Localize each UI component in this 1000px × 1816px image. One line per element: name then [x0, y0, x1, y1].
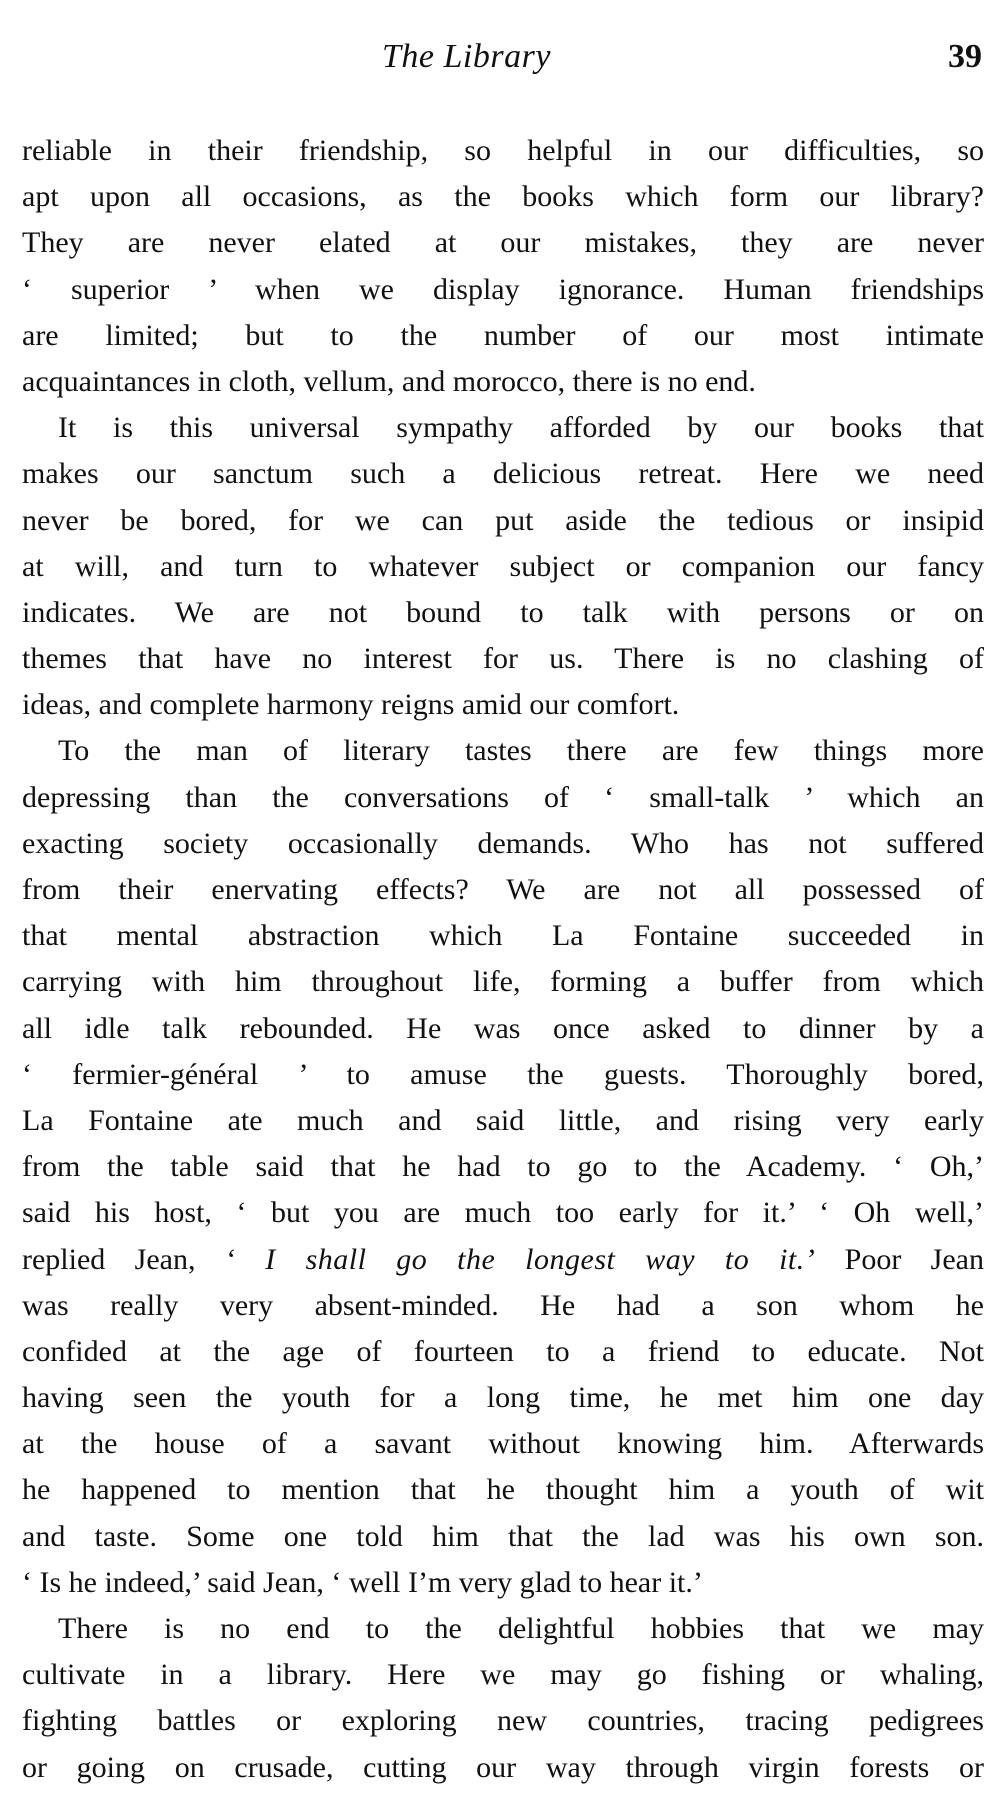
text-line: confided at the age of fourteen to a friend to educate. Not — [22, 1334, 984, 1368]
text-line: having seen the youth for a long time, he met him one day — [22, 1381, 984, 1415]
text-line: It is this universal sympathy afforded by our books that — [58, 411, 984, 445]
text-line: from their enervating effects? We are not all possessed of — [22, 873, 984, 906]
text-line: reliable in their friendship, so helpful in our difficulties, so — [22, 134, 984, 167]
text-line: ‘ Is he indeed,’ said Jean, ‘ well I’m very glad to hear it.’ — [22, 1565, 703, 1599]
page-number: 39 — [948, 38, 982, 75]
running-title: The Library — [382, 38, 551, 75]
text-line: and taste. Some one told him that the lad was his own son. — [22, 1519, 984, 1553]
text-line — [22, 1237, 984, 1283]
text-line: themes that have no interest for us. There is no clashing of — [22, 642, 984, 676]
text-line: at the house of a savant without knowing him. Afterwards — [22, 1427, 984, 1461]
text-line: said his host, ‘ but you are much too early for it.’ ‘ Oh well,’ — [22, 1196, 984, 1230]
text-line: from the table said that he had to go to the Academy. ‘ Oh,’ — [22, 1150, 984, 1184]
text-line: There is no end to the delightful hobbies that we may — [58, 1612, 984, 1645]
text-line: apt upon all occasions, as the books which form our library? — [22, 180, 984, 214]
text-line: To the man of literary tastes there are few things more — [58, 734, 984, 768]
text-line: are limited; but to the number of our most intimate — [22, 318, 984, 352]
text-line: at will, and turn to whatever subject or companion our fancy — [22, 549, 984, 583]
text-line: makes our sanctum such a delicious retreat. Here we need — [22, 457, 984, 491]
body-text — [22, 128, 984, 1791]
text-line: ‘ superior ’ when we display ignorance. Human friendships — [22, 272, 984, 306]
text-line: or going on crusade, cutting our way through virgin forests or — [22, 1750, 984, 1784]
text-line: never be bored, for we can put aside the tedious or insipid — [22, 503, 984, 537]
text-line: indicates. We are not bound to talk with persons or on — [22, 595, 984, 629]
text-line: carrying with him throughout life, forming a buffer from which — [22, 965, 984, 999]
italic-quote: ‘ I shall go the longest way to it.’ — [224, 1242, 816, 1276]
text-segment: Poor Jean — [815, 1242, 984, 1276]
text-line: ‘ fermier-général ’ to amuse the guests. Thoroughly bored, — [22, 1057, 984, 1091]
text-line: exacting society occasionally demands. Who has not suffered — [22, 826, 984, 860]
page-header — [0, 30, 1000, 90]
text-segment: replied Jean, — [22, 1242, 225, 1276]
text-line: cultivate in a library. Here we may go fishing or whaling, — [22, 1658, 984, 1692]
text-line: that mental abstraction which La Fontaine succeeded in — [22, 919, 984, 953]
text-line: La Fontaine ate much and said little, and rising very early — [22, 1103, 984, 1137]
text-line: ideas, and complete harmony reigns amid our comfort. — [22, 688, 680, 722]
text-line: he happened to mention that he thought him a youth of wit — [22, 1473, 984, 1507]
text-line: depressing than the conversations of ‘ small-talk ’ which an — [22, 780, 984, 814]
text-line: fighting battles or exploring new countries, tracing pedigrees — [22, 1704, 984, 1738]
text-line: all idle talk rebounded. He was once asked to dinner by a — [22, 1011, 984, 1045]
text-line: acquaintances in cloth, vellum, and morocco, there is no end. — [22, 364, 756, 398]
text-line: They are never elated at our mistakes, they are never — [22, 226, 984, 260]
text-line: was really very absent-minded. He had a son whom he — [22, 1288, 984, 1322]
